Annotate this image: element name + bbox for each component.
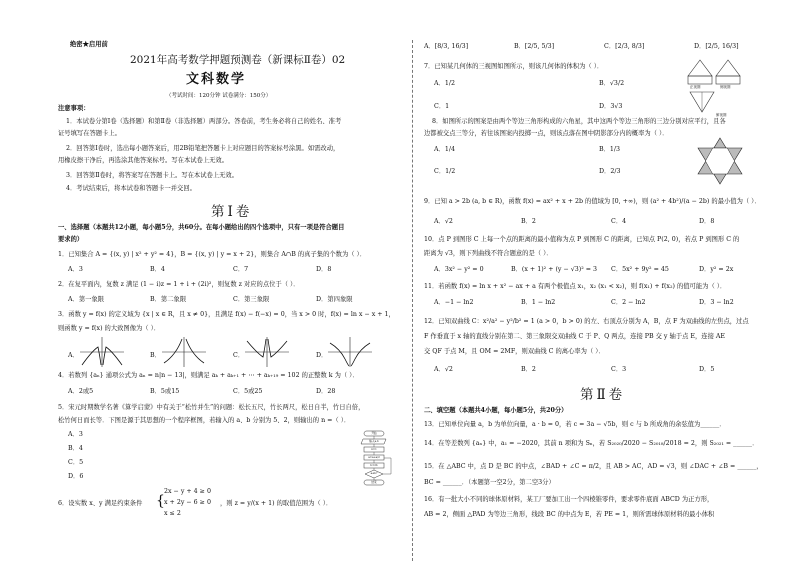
top-view-label: 俯视图 (716, 113, 727, 117)
flowchart-label-input: 输入a,b (369, 440, 379, 443)
q15-stem: 15．在 △ABC 中，点 D 是 BC 的中点，∠BAD + ∠C = π/2，且 AB > AC，AD = √3，则 ∠DAC + ∠B = ______， (424, 463, 763, 470)
q2-option-c[interactable]: C．第三象限 (233, 296, 270, 303)
note-line: 3．回答第Ⅱ卷时，将答案写在答题卡上。写在本试卷上无效。 (66, 172, 239, 179)
q2-option-d[interactable]: D．第四象限 (316, 296, 353, 303)
q12-option-b[interactable]: B．2 (521, 366, 536, 373)
q1-option-d[interactable]: D．8 (316, 266, 332, 273)
q9-option-d[interactable]: D．8 (699, 218, 715, 225)
q4-option-c[interactable]: C．5或25 (233, 388, 263, 395)
q4-option-a[interactable]: A．2或5 (68, 388, 94, 395)
exam-title: 2021年高考数学押题预测卷（新课标Ⅱ卷）02 (130, 54, 346, 66)
left-column (58, 0, 400, 561)
q3-stem: 3．函数 y = f(x) 的定义域为 {x | x ∈ R，且 x ≠ 0}，且满足 f(x) − f(−x) = 0，当 x > 0 时，f(x) = ln x − x + 1， (58, 311, 395, 318)
right-column (424, 0, 779, 561)
q7-option-c[interactable]: C．1 (434, 103, 450, 110)
q14-stem: 14．在等差数列 {aₙ} 中，a₁ = −2020，其前 n 项和为 Sₙ，若 S₂₀₂₀/2020 − S₂₀₁₈/2018 = 2，则 S₂₀₂₁ = ______． (424, 440, 759, 447)
q12-option-c[interactable]: C．3 (611, 366, 627, 373)
q13-stem: 13．已知单位向量 a，b 为单位向量，a · b = 0，若 c = 3a − √5b，则 c 与 b 所成角的余弦值为______． (424, 421, 726, 428)
q12-stem: 交 QF 于点 M，且 OM = 2MF，则双曲线 C 的离心率为（ ）． (424, 348, 605, 355)
q3-option-a[interactable]: A． (68, 352, 79, 359)
q8-hexagram (694, 136, 746, 186)
q11-option-b[interactable]: B．1 − ln2 (521, 299, 556, 306)
q1-option-c[interactable]: C．7 (233, 266, 249, 273)
q8-stem: 边都被交点三等分，若往该图案内投掷一点，则该点落在图中阴影部分内的概率为（ ）． (424, 130, 669, 137)
q1-option-a[interactable]: A．3 (68, 266, 83, 273)
q11-option-c[interactable]: C．2 − ln2 (611, 299, 646, 306)
q8-option-b[interactable]: B．1/3 (599, 146, 621, 153)
q8-stem: 8．如图所示的图案是由两个等边三角形构成的六角星，其中这两个等边三角形的三边分别对应平行，且各 (432, 118, 726, 125)
q6-brace: { (156, 493, 165, 509)
q2-option-b[interactable]: B．第二象限 (150, 296, 187, 303)
q10-option-a[interactable]: A．3x² − y² = 0 (434, 266, 484, 273)
part1-title: 第Ⅰ卷 (211, 204, 253, 220)
q7-option-a[interactable]: A．1/2 (434, 80, 455, 87)
q6-stem: 6．设实数 x、y 满足约束条件 (58, 500, 143, 507)
q4-option-d[interactable]: D．28 (316, 388, 336, 395)
q7-option-d[interactable]: D．3√3 (599, 103, 623, 110)
q11-option-d[interactable]: D．3 − ln2 (699, 299, 734, 306)
q5-option-d[interactable]: D．6 (68, 473, 84, 480)
q8-option-d[interactable]: D．2/3 (599, 168, 621, 175)
q4-stem: 4．若数列 {aₙ} 通项公式为 aₙ = n|n − 13|，则满足 aₖ + aₖ₊₁ + ⋯ + aₖ₊₁₉ = 102 的正整数 k 为（ ）． (58, 372, 359, 379)
q7-three-views (686, 58, 742, 120)
flowchart-label-step1: a=a+a/2 (368, 456, 380, 459)
note-line: 1．本试卷分第Ⅰ卷（选择题）和第Ⅱ卷（非选择题）两部分。答卷前，考生务必将自己的姓名、准考 (66, 118, 342, 125)
part2-title: 第Ⅱ卷 (580, 387, 626, 403)
q6-option-d[interactable]: D．[2/5, 16/3] (694, 43, 739, 50)
q3-option-d[interactable]: D． (316, 352, 328, 359)
q6-constraint: x ≤ 2 (164, 510, 181, 517)
q11-stem: 11．若函数 f(x) = ln x + x² − ax + a 有两个极值点 x₁，x₂ (x₁ < x₂)，则 f(x₁) + f(x₂) 的值可能为（ ）． (424, 283, 727, 290)
q1-stem: 1．已知集合 A = {(x, y) | x² + y² = 4}，B = {(x, y) | y = x + 2}，则集合 A∩B 的真子集的个数为（ ）． (58, 251, 367, 258)
q5-stem: 松竹何日而长等．下图是源于其思想的一个程序框图，若输入的 a、b 分别为 5、2，则输出的 n =（ ）． (58, 417, 351, 424)
part1-instructions: 要求的） (58, 236, 84, 243)
flowchart-label-step2: b=2b (370, 464, 378, 467)
q3-option-b[interactable]: B． (150, 352, 161, 359)
column-divider (412, 40, 413, 561)
q15-stem: BC = ______．（本题第一空2分，第二空3分） (424, 479, 555, 486)
q10-stem: 距离为 √3，则下列曲线不符合题意的是（ ）． (424, 250, 553, 257)
notes-heading: 注意事项： (58, 105, 90, 112)
q6-stem-tail: ，则 z = y/(x + 1) 的取值范围为（ ）． (220, 500, 333, 507)
three-views-drawing (686, 58, 742, 120)
q9-option-b[interactable]: B．2 (521, 218, 536, 225)
note-line: 2．回答第Ⅰ卷时，选出每小题答案后，用2B铅笔把答题卡上对应题目的答案标号涂黑。如需改动， (66, 145, 340, 152)
q8-option-c[interactable]: C．1/2 (434, 168, 456, 175)
exam-info: （考试时间：120分钟 试卷满分：150分） (166, 93, 272, 99)
q5-stem: 5．宋元时期数学名著《算学启蒙》中有关于“松竹并生”的问题：松长五尺，竹长两尺，松日自半，竹日自倍， (58, 404, 365, 411)
q5-option-c[interactable]: C．5 (68, 459, 84, 466)
note-line: 证号填写在答题卡上。 (58, 130, 121, 137)
q2-stem: 2．在复平面内，复数 z 满足 (1 − i)z = 1 + i + (2i)²，则复数 z 对应的点位于（ ）． (58, 281, 300, 288)
q1-option-b[interactable]: B．4 (150, 266, 165, 273)
q9-option-a[interactable]: A．√2 (434, 218, 453, 225)
q16-stem: 16．有一批大小不同的球体原材料，某工厂要加工出一个四棱锥零件，要求零件底面 ABCD 为正方形， (424, 496, 714, 503)
front-view-label: 正视图 (690, 85, 701, 89)
q2-option-a[interactable]: A．第一象限 (68, 296, 105, 303)
q3-stem: 则函数 y = f(x) 的大致图像为（ ）． (58, 325, 161, 332)
q6-option-c[interactable]: C．[2/3, 8/3] (604, 43, 645, 50)
q6-option-b[interactable]: B．[2/5, 5/3] (514, 43, 555, 50)
note-line: 4．考试结束后，将本试卷和答题卡一并交回。 (66, 185, 196, 192)
q10-option-b[interactable]: B．(x + 1)² + (y − √3)² = 3 (511, 266, 598, 273)
part1-instructions: 一、选择题（本题共12小题，每小题5分，共60分。在每小题给出的四个选项中，只有一项是符合题目 (58, 224, 345, 231)
q6-option-a[interactable]: A．[8/3, 16/3] (424, 43, 469, 50)
q3-graph-b (162, 337, 206, 367)
q12-stem: F 作垂直于 x 轴的直线分别在第二、第三象限交双曲线 C 于 P、Q 两点，连接 PB 交 y 轴于点 E，连接 AE (424, 333, 726, 340)
q3-option-c[interactable]: C． (233, 352, 245, 359)
q9-stem: 9．已知 a > 2b (a, b ∈ R)，函数 f(x) = ax² + x + 2b 的值域为 [0, +∞)，则 (a² + 4b²)/(a − 2b) 的最小值为（ ）． (424, 198, 761, 205)
note-line: 用橡皮擦干净后，再选涂其他答案标号。写在本试卷上无效。 (58, 157, 229, 164)
side-view-label: 侧视图 (720, 85, 731, 89)
q3-graph-d (328, 337, 372, 367)
part2-instructions: 二、填空题（本题共4小题，每小题5分，共20分） (424, 407, 568, 414)
q10-option-d[interactable]: D．y² = 2x (699, 266, 734, 273)
flowchart-label-end: 结束 (371, 481, 377, 484)
q16-stem: AB = 2，侧面 △PAD 为等边三角形，线段 BC 的中点为 E，若 PE = 1，则所需球体原材料的最小体积 (424, 511, 715, 518)
q4-option-b[interactable]: B．5或15 (150, 388, 180, 395)
q5-flowchart (354, 430, 394, 486)
q8-option-a[interactable]: A．1/4 (434, 146, 455, 153)
q10-stem: 10．点 P 到图形 C 上每一个点的距离的最小值称为点 P 到图形 C 的距离，已知点 P(2, 0)，若点 P 到图形 C 的 (424, 236, 740, 243)
q5-option-b[interactable]: B．4 (68, 445, 83, 452)
secret-label: 绝密★启用前 (70, 41, 108, 48)
q3-graph-a (80, 337, 124, 367)
q6-constraint: 2x − y + 4 ≥ 0 (164, 488, 211, 495)
flowchart-label-start: 开始 (371, 432, 377, 435)
q6-constraint: x + 2y − 6 ≥ 0 (164, 499, 211, 506)
flowchart-label-cond: a≤b? (370, 472, 378, 475)
q3-graph-c (245, 337, 289, 367)
flowchart-label-n1: n=1 (371, 448, 377, 451)
q10-option-c[interactable]: C．5x² + 9y² = 45 (611, 266, 669, 273)
q9-option-c[interactable]: C．4 (611, 218, 627, 225)
q12-option-a[interactable]: A．√2 (434, 366, 453, 373)
q12-stem: 12．已知双曲线 C：x²/a² − y²/b² = 1 (a > 0，b > 0) 的左、右顶点分别为 A，B，点 F 为双曲线的左焦点，过点 (424, 318, 749, 325)
q12-option-d[interactable]: D．5 (699, 366, 715, 373)
q7-stem: 7．已知某几何体的三视图如图所示，则该几何体的体积为（ ）． (424, 63, 604, 70)
q11-option-a[interactable]: A．−1 − ln2 (434, 299, 474, 306)
subject-title: 文科数学 (186, 72, 247, 87)
q5-option-a[interactable]: A．3 (68, 431, 83, 438)
q7-option-b[interactable]: B．√3/2 (599, 80, 625, 87)
